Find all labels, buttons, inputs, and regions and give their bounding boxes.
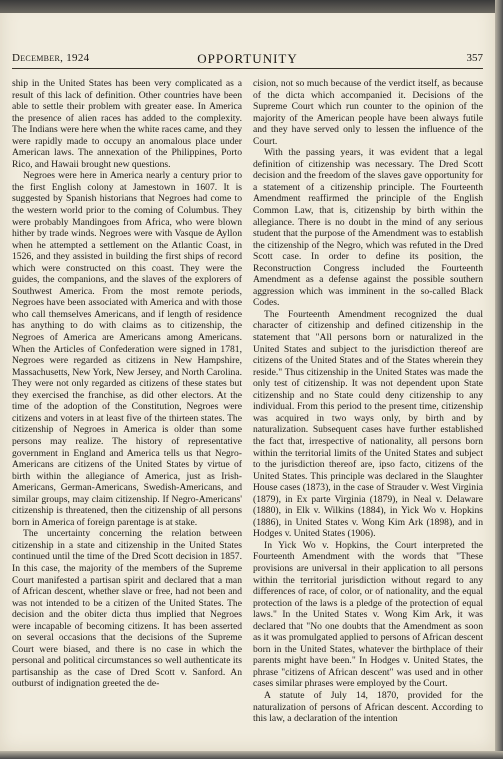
page-right-edge [495, 0, 503, 759]
right-text-column [253, 78, 483, 743]
left-text-column [12, 78, 242, 743]
magazine-title: OPPORTUNITY [197, 51, 298, 66]
paragraph: A statute of July 14, 1870, provided for the naturalization of persons of African descent. According to this law, a declaration of the intention [253, 689, 483, 725]
paragraph: The Fourteenth Amendment recognized the dual character of citizenship and defined citizenship in the statement that "All persons born or naturalized in the United States and subject to the jurisdiction thereof are citizens of the United States and of the States wherein they reside." Thus citizenship in the United States was made the only test of citizenship. It was not dependent upon State citizenship and no State could deny citizenship to any individual. From this period to the present time, citizenship was acquired in two ways only, by birth and by naturalization. Subsequent cases have further established the fact that, irrespective of nationality, all persons born within the territorial limits of the United States and subject to the jurisdiction thereof are, ipso facto, citizens of the United States. This principle was declared in the Slaughter House cases (1873), in the case of Strauder v. West Virginia (1879), in Ex parte Virginia (1879), in Neal v. Delaware (1880), in Elk v. Wilkins (1884), in Yick Wo v. Hopkins (1886), in United States v. Wong Kim Ark (1898), and in Hodges v. United States (1906). [253, 308, 483, 540]
paragraph: Negroes were here in America nearly a century prior to the first English colony at Jamestown in 1607. It is suggested by Spanish historians that Negroes had come to the western world prior to the coming of Columbus. They were probably Mandingoes from Africa, who were blown hither by trade winds. Negroes were with Vasque de Ayllon when he attempted a settlement on the Atlantic Coast, in 1526, and they assisted in building the first ships of record which were constructed on this coast. They were the guides, the companions, and the slaves of the explorers of Southwest America. From the most remote periods, Negroes have been associated with America and with those who call themselves Americans, and if length of residence has anything to do with claims as to citizenship, the Negroes of America are Americans among Americans. When the Articles of Confederation were signed in 1781, Negroes were regarded as citizens in New Hampshire, Massachusetts, New York, New Jersey, and North Carolina. They were not only regarded as citizens of these states but they exercised the franchise, as did other electors. At the time of the adoption of the Constitution, Negroes were citizens and voters in at least five of the thirteen states. The citizenship of Negroes in America is older than some persons may realize. The history of representative government in England and America tells us that Negro-Americans are citizens of the United States by virtue of birth within the allegiance of America, just as Irish-Americans, German-Americans, Swedish-Americans, and similar groups, may claim citizenship. If Negro-Americans' citizenship is threatened, then the citizenship of all persons born in America of foreign parentage is at stake. [12, 170, 242, 528]
page-bottom-edge [0, 751, 503, 759]
page-top-edge [0, 0, 495, 13]
running-header [12, 52, 483, 69]
paragraph: In Yick Wo v. Hopkins, the Court interpreted the Fourteenth Amendment with the words that "These provisions are universal in their application to all persons within the territorial jurisdiction without regard to any differences of race, of color, or of nationality, and the equal protection of the laws is a pledge of the protection of equal laws." In the United States v. Wong Kim Ark, it was declared that "No one doubts that the Amendment as soon as it was promulgated applied to persons of African descent born in the United States, whatever the birthplace of their parents might have been." In Hodges v. United States, the phrase "citizens of African descent" was used and in other cases similar phrases were employed by the Court. [253, 539, 483, 690]
paragraph: cision, not so much because of the verdict itself, as because of the dicta which accompanied it. Decisions of the Supreme Court which run counter to the opinion of the majority of the American people have been always futile and they have served only to lessen the influence of the Court. [253, 78, 483, 147]
paragraph: ship in the United States has been very complicated as a result of this lack of definition. Other countries have been able to settle their problem with greater ease. In America the presence of alien races has added to the complexity. The Indians were here when the white races came, and they were rapidly made to occupy an anomalous place under American laws. The annexation of the Philippines, Porto Rico, and Hawaii brought new questions. [12, 78, 242, 170]
paragraph: The uncertainty concerning the relation between citizenship in a state and citizenship in the United States continued until the time of the Dred Scott decision in 1857. In this case, the majority of the members of the Supreme Court manifested a partisan spirit and declared that a man of African descent, whether slave or free, had not been and was not intended to be a citizen of the United States. The decision and the obiter dicta thus implied that Negroes were incapable of becoming citizens. It has been asserted on several occasions that the decisions of the Supreme Court were biased, and there is no case in which the personal and political circumstances so well authenticate its partisanship as the case of Dred Scott v. Sanford. An outburst of indignation greeted the de- [12, 528, 242, 690]
page-number: 357 [466, 52, 483, 64]
issue-date: December, 1924 [12, 52, 90, 64]
paragraph: With the passing years, it was evident that a legal definition of citizenship was necessary. The Dred Scott decision and the freedom of the slaves gave opportunity for a statement of a citizenship principle. The Fourteenth Amendment reaffirmed the principle of the English Common Law, that is, citizenship by birth within the allegiance. There is no doubt in the mind of any serious student that the purpose of the Amendment was to establish the citizenship of the Negro, which was refuted in the Dred Scott case. In order to define its position, the Reconstruction Congress included the Fourteenth Amendment as a defense against the possible southern aggression which was imminent in the so-called Black Codes. [253, 147, 483, 309]
